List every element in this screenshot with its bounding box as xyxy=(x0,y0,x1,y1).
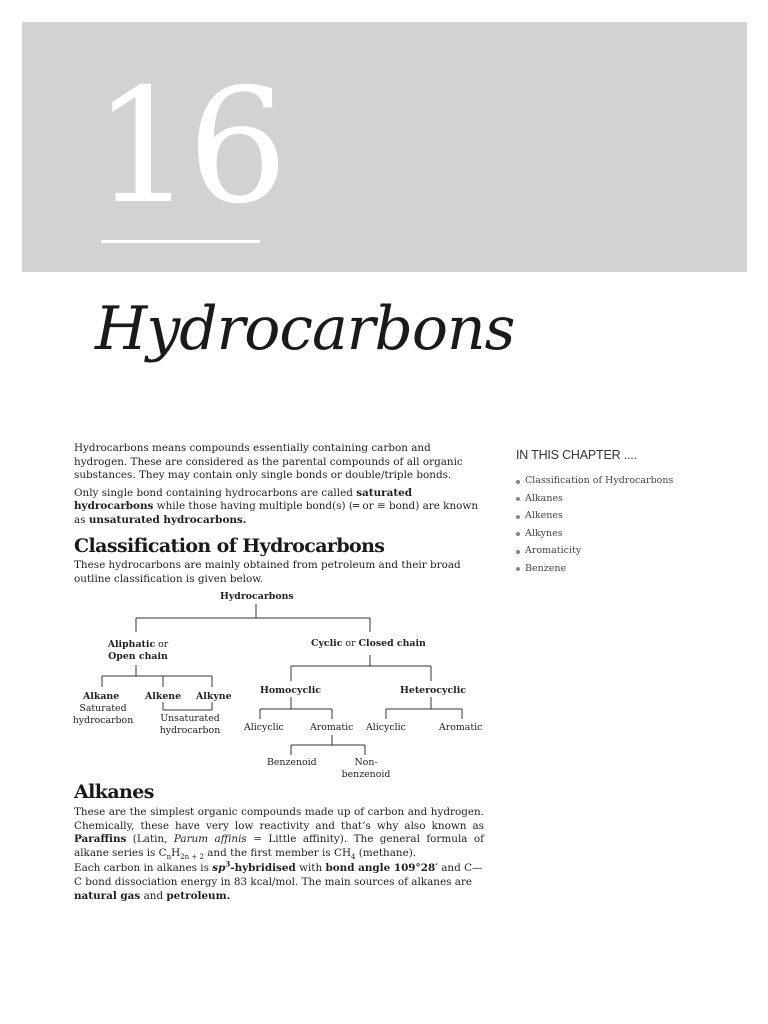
alkanes-heading: Alkanes xyxy=(74,781,154,803)
classification-heading: Classification of Hydrocarbons xyxy=(74,535,385,557)
bullet-icon xyxy=(516,532,520,536)
chapter-title: Hydrocarbons xyxy=(95,294,515,364)
intro-paragraph-2: Only single bond containing hydrocarbons are called saturated hydrocarbons while those having multiple bond(s) (═ or ≡ bond) are known as unsaturated hydrocarbons. xyxy=(74,486,479,526)
intro-text xyxy=(74,442,484,528)
alkane-note: Saturated hydrocarbon xyxy=(72,703,134,726)
alkanes-paragraph-2: Each carbon in alkanes is $sp^3$-hybridised with bond angle 109°28′ and C—C bond dissociation energy in 83 kcal/mol. The main sources of alkanes are natural gas and petroleum. xyxy=(74,859,483,902)
contents-item: Aromaticity xyxy=(516,542,673,560)
contents-item: Classification of Hydrocarbons xyxy=(516,472,673,490)
unsaturated-note: Unsaturated hydrocarbon xyxy=(159,713,221,736)
bullet-icon xyxy=(516,480,520,484)
chapter-number: 16 xyxy=(93,55,283,239)
node-aliphatic: Aliphatic or Open chain xyxy=(107,639,169,662)
alkanes-text xyxy=(74,806,484,903)
node-non-benzenoid: Non- benzenoid xyxy=(341,757,391,780)
contents-item: Alkenes xyxy=(516,507,673,525)
classification-diagram xyxy=(60,585,500,785)
node-aromatic-hetero: Aromatic xyxy=(439,722,483,733)
alkanes-paragraph-1: These are the simplest organic compounds made up of carbon and hydrogen. Chemically, these have very low reactivity and that’s why also known as Paraffins (Latin, Parum affinis = Little affinity). The general formula of alkane series is $C_nH_{2n + 2}$ and the first member is $CH_4$ (methane). xyxy=(74,806,484,861)
node-benzenoid: Benzenoid xyxy=(267,757,317,768)
bullet-icon xyxy=(516,550,520,554)
contents-item: Alkynes xyxy=(516,525,673,543)
node-alicyclic-hetero: Alicyclic xyxy=(366,722,406,733)
node-homocyclic: Homocyclic xyxy=(260,685,321,696)
bullet-icon xyxy=(516,567,520,571)
node-heterocyclic: Heterocyclic xyxy=(400,685,467,696)
chapter-contents-list xyxy=(516,472,673,578)
contents-item: Alkanes xyxy=(516,490,673,508)
sidebar-heading: IN THIS CHAPTER .... xyxy=(516,448,637,462)
intro-paragraph-1: Hydrocarbons means compounds essentially containing carbon and hydrogen. These are considered as the parental compounds of all organic substances. They may contain only single bonds or double/triple bonds. xyxy=(74,442,463,482)
node-alicyclic-homo: Alicyclic xyxy=(244,722,284,733)
bullet-icon xyxy=(516,497,520,501)
contents-item: Benzene xyxy=(516,560,673,578)
node-aromatic-homo: Aromatic xyxy=(310,722,354,733)
node-alkane: Alkane xyxy=(83,691,120,702)
bullet-icon xyxy=(516,515,520,519)
chapter-number-underline xyxy=(101,240,260,243)
node-hydrocarbons: Hydrocarbons xyxy=(220,591,294,602)
node-cyclic: Cyclic or Closed chain xyxy=(311,638,426,649)
classification-text: These hydrocarbons are mainly obtained from petroleum and their broad outline classification is given below. xyxy=(74,559,461,585)
node-alkyne: Alkyne xyxy=(196,691,232,702)
node-alkene: Alkene xyxy=(145,691,182,702)
